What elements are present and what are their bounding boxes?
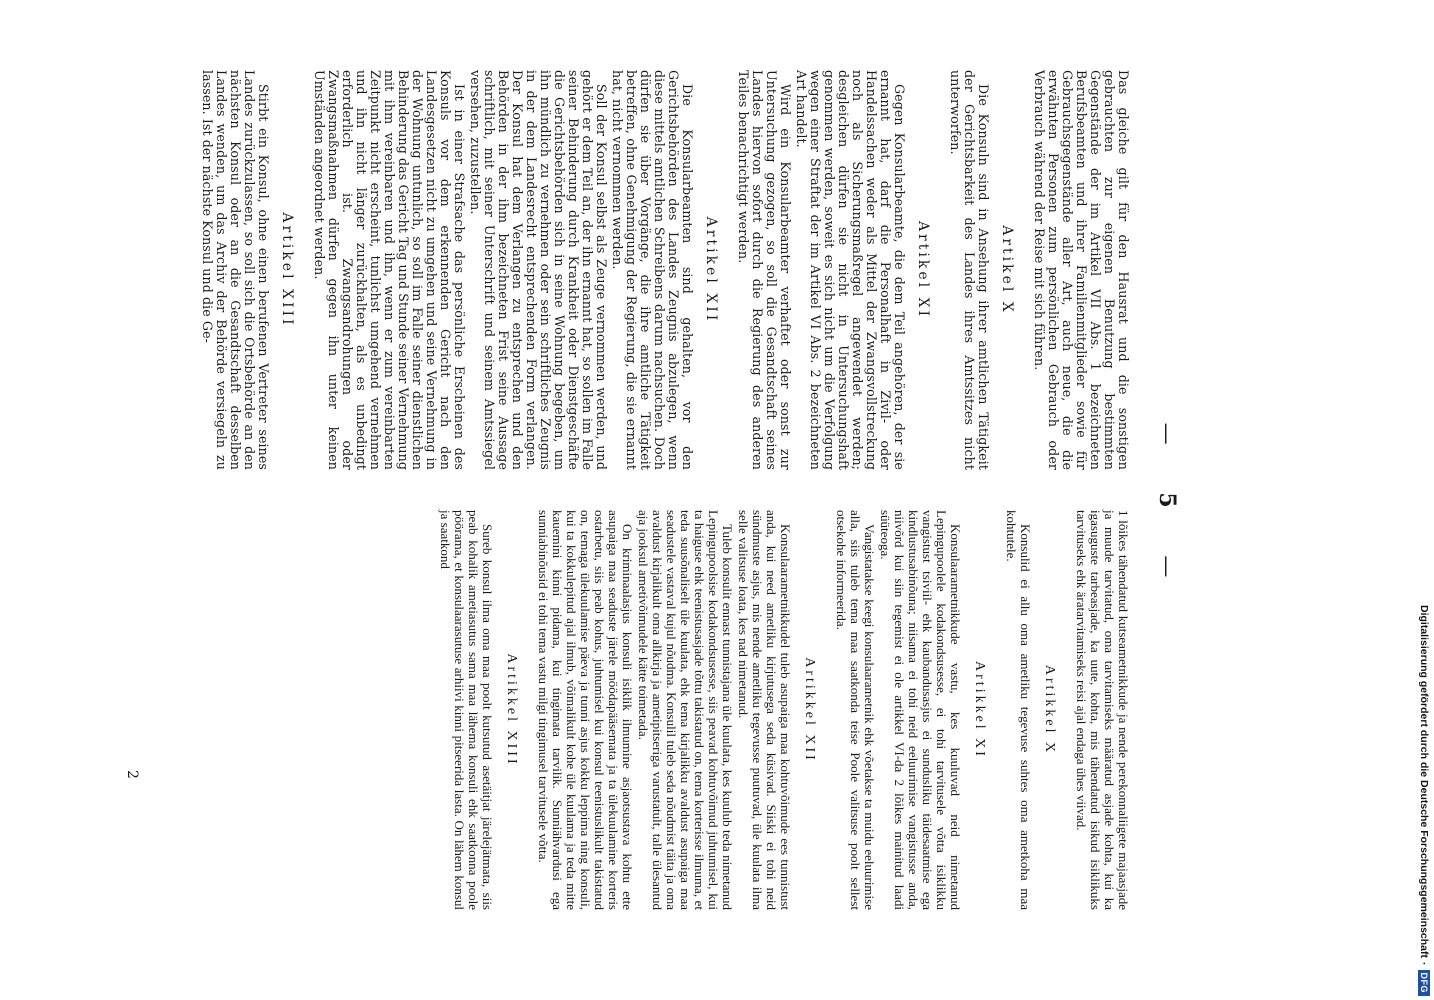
german-article-10-para: Die Konsuln sind in Ansehung ihrer amtlichen Tätigkeit der Gerichtsbarkeit des Landes ihres Amtssitzes nicht unterworfen. [948, 70, 991, 470]
page-header [1140, 70, 1180, 930]
german-article-12-para-2: Soll der Konsul selbst als Zeuge vernommen werden, und gehört er dem Teil an, der ihn ernannt hat, so sollen im Falle seiner Behinderung durch Krankheit oder Dienstgeschäfte die Gerichtsbehörden sich in seine Wohnung begeben, um ihn mündlich zu vernehmen oder sein schriftliches Zeugnis in der dem Landesrecht entsprechenden Form verlangen. Der Konsul hat dem Verlangen zu entsprechen und den Behörden in der ihm bezeichneten Frist seine Aussage schriftlich, mit seiner Unterschrift und seinem Amtssiegel versehen, zuzustellen. [468, 70, 609, 470]
header-dash-right: — [1154, 555, 1179, 578]
signature-mark: 2 [124, 770, 140, 779]
german-column [198, 70, 1130, 470]
german-article-12-title: Artikel XII [703, 216, 719, 324]
estonian-article-13-para-1: Sureb konsul ilma oma maa poolt kutsutud asetäitjat järelejätmata, siis peab kohalik ametiasutus sama maa lähema konsuli ehk saatkonna poole pöörama, et konsulaarasutuse arhiivi kinni pitseerida lasta. On lähem konsul ja saatkond [438, 510, 495, 910]
rotated-document-page [120, 70, 1180, 930]
german-article-10-title: Artikel X [999, 225, 1015, 315]
estonian-article-10-title: Artikkel X [1042, 664, 1057, 756]
german-article-13-para-1: Stirbt ein Konsul, ohne einen berufenen Vertreter seines Landes zurückzulassen, so soll sich die Ortsbehörde an den nächsten Konsul oder an die Gesandtschaft desselben Landes wenden, um das Archiv der Behörde versiegeln zu lassen. Ist der nächste Konsul und die Ge- [200, 70, 271, 470]
german-article-11-para-2: Wird ein Konsularbeamter verhaftet oder sonst zur Untersuchung gezogen, so soll die Gesandtschaft seines Landes hiervon sofort durch die Regierung des anderen Teiles benachrichtigt werden. [736, 70, 793, 470]
german-article-11-title: Artikel XI [915, 220, 931, 320]
german-intro: Das gleiche gilt für den Hausrat und die sonstigen gebrauchten zur eigenen Benutzung bestimmten Gegenstände der im Artikel VII Abs. 1 bezeichneten Berufsbeamten und ihrer Familienmitglieder sowie für Gebrauchsgegenstände aller Art, auch neue, die die erwähnten Personen zum persönlichen Gebrauch oder Verbrauch während der Reise mit sich führen. [1032, 70, 1131, 470]
estonian-intro: 1 lõikes tähendatud kutseametnikkude ja nende perekonnaliigete majaasjade ja muude tarvitatud, oma tarvitamiseks määratud asjade kohta, kui ka igasuguste tarbeasjade, ka uute, kohta, mis tähendatud isikud isiklikuks tarvituseks ehk äratarvitamiseks reisi ajal endaga ühes viivad. [1074, 510, 1131, 910]
estonian-article-12-title: Artikkel XII [802, 657, 817, 763]
estonian-article-12-para-2: Tuleb konsulit ennast tunnistajana üle kuulata, kes kuulub teda nimetanud Lepingupoolsise kodakondsusesse, siis peavad kohtuvõimud juhtumisel, kui ta haiguse ehk teenistusasjade tõttu takistatud on, tema korterisse ilmuma, et teda suusõnaliselt üle kuulata, ehk tema kirjalikku avaldust asupaiga maa seadustele vastaval kujul nõudma. Konsulil tuleb seda nõudmist täita ja oma avaldust kirjalikult oma allkirja ja ametipitseriga varustatult, talle ülesantud aja jooksul ametivõimudele kätte toimetada. [636, 510, 735, 910]
german-article-12-para-1: Die Konsularbeamten sind gehalten, vor den Gerichtsbehörden des Landes Zeugnis abzulegen, wenn diese mittels amtlichen Schreibens darum nachsuchen. Doch dürfen sie über Vorgänge, die ihre amtliche Tätigkeit betreffen, ohne Genehmigung der Regierung, die sie ernannt hat, nicht vernommen werden. [610, 70, 695, 470]
estonian-column [436, 510, 1130, 910]
estonian-article-13-title: Artikkel XIII [504, 653, 519, 767]
estonian-article-11-title: Artikkel XI [972, 661, 987, 759]
estonian-article-12-para-1: Konsulaarametnikkudel tuleb asupaiga maa kohtuvõimude ees tunnistust anda, kui need ametliku kirjutusega seda küsivad. Siiski ei tohi neid sündmuste asjus, mis nende ametliku tegevusse puutuvad, üle kuulata ilma selle valitsuse loata, kes nad nimetanud. [736, 510, 793, 910]
german-article-12-para-3: Ist in einer Strafsache das persönliche Erscheinen des Konsuls vor dem erkennenden Gericht nach den Landesgesetzen nicht zu umgehen und seine Vernehmung in der Wohnung untunlich, so soll im Falle seiner dienstlichen Behinderung das Gericht Tag und Stunde seiner Vernehmung mit ihm vereinbaren und ihn, wenn er zum vereinbarten Zeitpunkt nicht erscheint, tunlichst umgehend vernehmen und ihn nicht länger zurückhalten, als es unbedingt erforderlich ist. Zwangsandrohungen oder Zwangsmaßnahmen dürfen gegen ihn unter keinen Umständen angeordnet werden. [312, 70, 467, 470]
digitization-credit-text: Digitalisierung gefördert durch die Deutsche Forschungsgemeinschaft [1418, 605, 1430, 958]
german-article-11-para-1: Gegen Konsularbeamte, die dem Teil angehören, der sie ernannt hat, darf die Personalhaft in Zivil- oder Handelssachen weder als Mittel der Zwangsvollstreckung noch als Sicherungsmaßregel angewendet werden; desgleichen dürfen sie nicht in Untersuchungshaft genommen werden, soweit es sich nicht um die Verfolgung wegen einer Straftat der im Artikel VI Abs. 2 bezeichneten Art handelt. [794, 70, 907, 470]
header-dash-left: — [1154, 422, 1179, 445]
estonian-article-11-para-1: Konsulaarametnikkude vastu, kes kuuluvad neid nimetanud Lepingupoolele kodakondsusesse, ei tohi tarvitusele võtta isiklikku vangistust tsiviil- ehk kaubandusasjus ei sundusliku täidesaatmise ega kindlustusabinõuna; niisama ei tohi neid eeluurimise vangistusse anda, niivõrd kui siin tegemist ei ole artikkel VI-da 2 lõikes mainitud laadi süüteoga. [878, 510, 963, 910]
estonian-article-10-para: Konsulid ei allu oma ametliku tegevuse suhtes oma ametkoha maa kohtutele. [1004, 510, 1033, 910]
page-number: 5 [1154, 492, 1180, 508]
estonian-article-12-para-3: On kriminaalasjus konsuli isiklik ilmumine asjaotsustava kohtu ette asupaiga maa seaduste järele möödapääsemata ja ta ülekuulamine korteris ostarbetu, siis peab kohus, juhtumisel kui konsul teenistuslikult takistatud on, temaga ülekuulamise päeva ja tunni asjus kokku leppima ning konsuli, kui ta kokkulepitud ajal ilmub, võimalikult kohe üle kuulama ja teda mitte kauemini kinni pidama, kui tingimata tarvilik. Sunniähvardusi ega sunniabinõusid ei tohi tema vastu milgi tingimusel tarvitusele võtta. [536, 510, 635, 910]
dfg-logo: DFG [1418, 970, 1430, 997]
german-article-13-title: Artikel XIII [279, 212, 295, 328]
estonian-article-11-para-2: Vangistatakse keegi konsulaarametnik ehk võetakse ta muidu eeluurimise alla, siis tuleb tema maa saatkonda teise Poole valitsuse poolt sellest otsekohe informeerida. [834, 510, 877, 910]
digitization-credit-strip: Digitalisierung gefördert durch die Deutsche Forschungsgemeinschaft · DFG [1412, 6, 1434, 996]
